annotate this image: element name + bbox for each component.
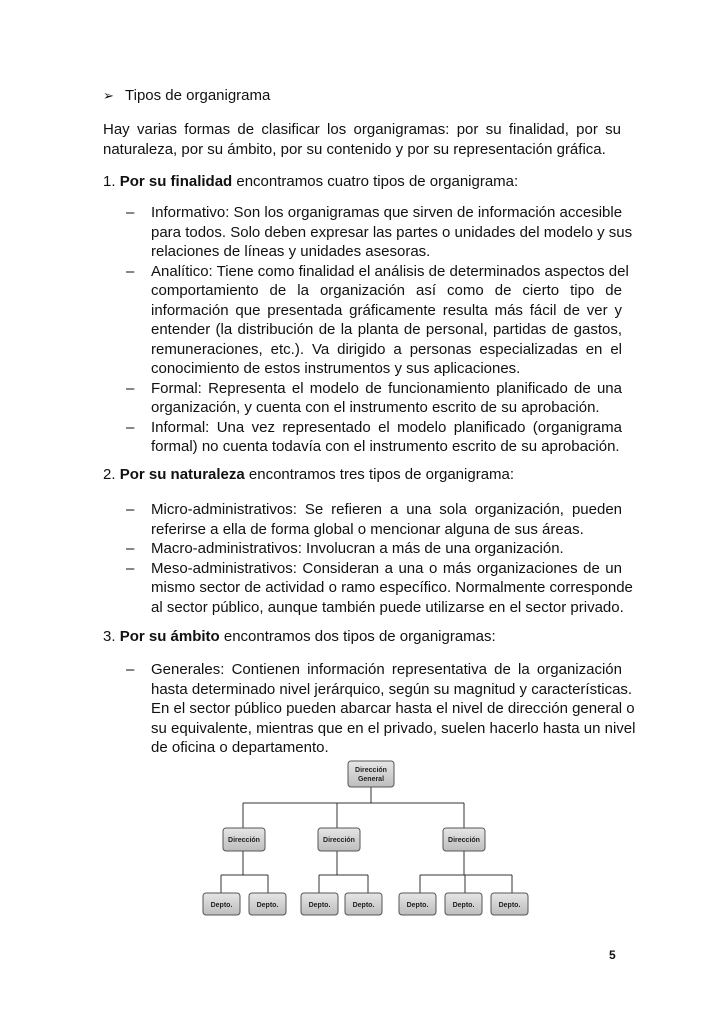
svg-text:Depto.: Depto.	[210, 902, 233, 909]
section-1-title: 1. Por su finalidad encontramos cuatro tipos de organigrama:	[103, 173, 519, 190]
heading-title: Tipos de organigrama	[125, 87, 271, 104]
svg-text:Depto.: Depto.	[452, 902, 475, 909]
intro-line: Hay varias formas de clasificar los organigramas: por su finalidad, por su	[103, 121, 621, 138]
list-item: – Macro-administrativos: Involucran a más de una organización.	[126, 540, 564, 557]
dash-bullet-icon: –	[126, 501, 135, 518]
section-1-bold: Por su finalidad	[119, 173, 233, 190]
org-depto-node	[249, 893, 286, 915]
org-root-node	[348, 761, 394, 787]
dash-bullet-icon: –	[126, 418, 135, 436]
dash-bullet-icon: –	[126, 379, 135, 397]
dash-bullet-icon: –	[126, 559, 135, 577]
org-depto-node	[399, 893, 436, 915]
svg-text:Depto.: Depto.	[406, 902, 429, 909]
list-item: – Analítico: Tiene como finalidad el análisis de determinados aspectos del comportamiento de la organización así como de cierto tipo de información que presentada gráficamente resulta más fácil de ver y entender (la distribución de la planta de personal, partidas de gastos, remuneraciones, etc.). Va dirigido a personas especializadas en el conocimiento de estos instrumentos y sus aplicaciones.	[126, 262, 629, 377]
dash-bullet-icon: –	[126, 262, 135, 280]
dash-bullet-icon: –	[126, 540, 135, 557]
list-item: – Formal: Representa el modelo de funcionamiento planificado de una organización, y cuenta con el instrumento escrito de su aprobación.	[126, 379, 622, 416]
svg-text:Depto.: Depto.	[352, 902, 375, 909]
section-3-bold: Por su ámbito	[119, 628, 220, 645]
org-depto-node	[491, 893, 528, 915]
svg-text:Depto.: Depto.	[498, 902, 521, 909]
org-chart	[185, 758, 545, 923]
section-2-title: 2. Por su naturaleza encontramos tres tipos de organigrama:	[103, 466, 515, 483]
org-direccion-node	[318, 828, 360, 851]
arrow-bullet-icon: ➢	[103, 88, 114, 103]
svg-text:Depto.: Depto.	[256, 902, 279, 909]
org-depto-node	[203, 893, 240, 915]
list-item: – Micro-administrativos: Se refieren a una sola organización, pueden referirse a ella de forma global o mencionar alguna de sus áreas.	[126, 501, 622, 538]
intro-line: naturaleza, por su ámbito, por su contenido y por su representación gráfica.	[103, 140, 606, 158]
org-direccion-node	[223, 828, 265, 851]
svg-text:Dirección: Dirección	[323, 837, 355, 844]
section-heading	[103, 86, 270, 106]
svg-text:Depto.: Depto.	[308, 902, 331, 909]
list-ambito	[126, 660, 636, 758]
intro-paragraph	[103, 120, 621, 159]
list-item: – Generales: Contienen información representativa de la organización hasta determinado nivel jerárquico, según su magnitud y características. En el sector público pueden abarcar hasta el nivel de dirección general o su equivalente, mientras que en el privado, suelen hacerlo hasta un nivel de oficina o departamento.	[126, 661, 636, 756]
list-naturaleza	[126, 500, 633, 617]
org-depto-node	[301, 893, 338, 915]
list-item: – Meso-administrativos: Consideran a una o más organizaciones de un mismo sector de actividad o ramo específico. Normalmente corresponde al sector público, aunque también puede utilizarse en el sector privado.	[126, 559, 633, 616]
org-depto-node	[345, 893, 382, 915]
list-item: – Informativo: Son los organigramas que sirven de información accesible para todos. Solo deben expresar las partes o unidades del modelo y sus relaciones de líneas y unidades asesoras.	[126, 204, 633, 260]
svg-text:Dirección: Dirección	[448, 837, 480, 844]
list-finalidad	[126, 203, 633, 457]
org-depto-node	[445, 893, 482, 915]
dash-bullet-icon: –	[126, 661, 135, 678]
svg-text:General: General	[357, 776, 385, 783]
page-number: 5	[609, 948, 616, 962]
org-direccion-node	[443, 828, 485, 851]
section-2-bold: Por su naturaleza	[119, 466, 245, 483]
dash-bullet-icon: –	[126, 204, 135, 221]
svg-text:Dirección: Dirección	[355, 767, 387, 774]
list-item: – Informal: Una vez representado el modelo planificado (organigrama formal) no cuenta todavía con el instrumento escrito de su aprobación.	[126, 418, 622, 455]
svg-text:Dirección: Dirección	[228, 837, 260, 844]
section-3-title: 3. Por su ámbito encontramos dos tipos de organigramas:	[103, 628, 496, 645]
